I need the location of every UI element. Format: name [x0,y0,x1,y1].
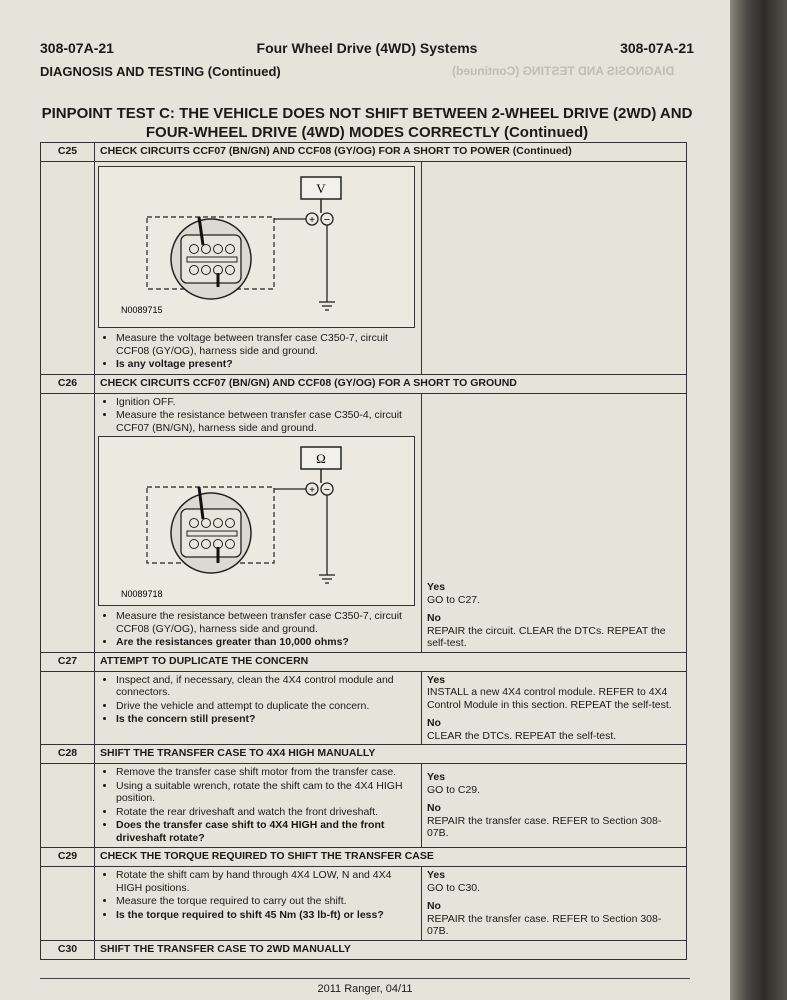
bleed-through-text: DIAGNOSIS AND TESTING (Continued) [452,64,675,78]
question: • Does the transfer case shift to 4X4 HIGH and the front driveshaft rotate? [116,819,416,844]
footer-rule [40,978,690,979]
section-code-right: 308-07A-21 [620,40,694,56]
step-c29-header [41,848,687,867]
step-heading: SHIFT THE TRANSFER CASE TO 4X4 HIGH MANUALLY [94,745,686,764]
step-c28-body [41,764,687,848]
yes-label: Yes [426,869,446,881]
instruction: • Measure the resistance between transfer case C350-4, circuit CCF07 (BN/GN), harness side and ground. [116,409,416,434]
meter-label: V [316,181,326,196]
step-id: C26 [41,374,95,393]
no-result [427,717,681,742]
step-id: C25 [41,143,95,162]
no-label: No [426,900,441,912]
title-line-1: PINPOINT TEST C: THE VEHICLE DOES NOT SHIFT BETWEEN 2-WHEEL DRIVE (2WD) AND [41,105,693,122]
instruction-list [100,610,416,649]
step-id: C28 [41,745,95,764]
instruction: • Measure the voltage between transfer case C350-7, circuit CCF08 (GY/OG), harness side and ground. [116,332,416,357]
connector-diagram-c26 [99,437,414,605]
yes-result [427,674,681,712]
instruction: • Using a suitable wrench, rotate the shift cam to the 4X4 HIGH position. [116,780,416,805]
instruction: • Drive the vehicle and attempt to duplicate the concern. [116,700,416,713]
result-column [421,393,686,652]
step-c26-body [41,393,687,652]
connector-diagram-c25 [99,167,414,327]
instruction: • Ignition OFF. [116,396,416,409]
svg-text:−: − [323,484,331,496]
instruction: • Measure the resistance between transfer case C350-7, circuit CCF08 (GY/OG), harness side and ground. [116,610,416,635]
result-column [421,764,686,848]
question: • Is any voltage present? [116,358,416,371]
step-c26-header [41,374,687,393]
svg-text:+: + [309,215,315,226]
instruction: • Rotate the shift cam by hand through 4X4 LOW, N and 4X4 HIGH positions. [116,869,416,894]
instruction: • Inspect and, if necessary, clean the 4X4 control module and connectors. [116,674,416,699]
step-c25-body [41,162,687,375]
ohmmeter-diagram [98,436,415,606]
section-title: Four Wheel Drive (4WD) Systems [256,40,478,56]
figure-id: N0089715 [120,305,163,315]
yes-result [427,771,681,796]
step-heading: ATTEMPT TO DUPLICATE THE CONCERN [94,652,686,671]
result-column-empty [421,162,686,375]
step-c29-body [41,867,687,941]
no-label: No [426,802,441,815]
title-line-2: FOUR-WHEEL DRIVE (4WD) MODES CORRECTLY (Continued) [145,124,589,141]
no-action: CLEAR the DTCs. REPEAT the self-test. [426,729,617,742]
step-heading: CHECK CIRCUITS CCF07 (BN/GN) AND CCF08 (GY/OG) FOR A SHORT TO POWER (Continued) [94,143,686,162]
step-c28-header [41,745,687,764]
result-column [421,671,686,745]
pinpoint-table [40,142,687,960]
step-c30-header [41,940,687,959]
yes-action: GO to C29. [426,783,481,796]
instruction-list [100,869,416,921]
footer: 2011 Ranger, 04/11 [317,983,413,995]
instruction-list [100,332,416,371]
step-c27-body [41,671,687,745]
yes-result [427,869,681,894]
question: • Are the resistances greater than 10,000 ohms? [116,636,416,649]
section-code-left: 308-07A-21 [40,40,114,56]
page-header [40,40,694,60]
question: • Is the concern still present? [116,713,416,726]
instruction-list [100,396,416,435]
step-c27-header [41,652,687,671]
book-binding-edge [730,0,787,1000]
step-id: C30 [41,940,95,959]
yes-action: GO to C27. [426,593,481,606]
svg-text:−: − [323,214,331,226]
yes-label: Yes [426,673,446,686]
step-heading: SHIFT THE TRANSFER CASE TO 2WD MANUALLY [94,940,686,959]
no-label: No [426,612,441,624]
figure-id: N0089718 [120,589,163,599]
result-column [421,867,686,941]
yes-label: Yes [426,771,446,784]
no-action: REPAIR the transfer case. REFER to Section 308-07B. [426,814,662,840]
step-heading: CHECK CIRCUITS CCF07 (BN/GN) AND CCF08 (GY/OG) FOR A SHORT TO GROUND [94,374,686,393]
no-result [427,612,681,650]
no-action: REPAIR the circuit. CLEAR the DTCs. REPEAT the self-test. [426,624,666,649]
no-action: REPAIR the transfer case. REFER to Section 308-07B. [426,912,662,937]
instruction: • Remove the transfer case shift motor from the transfer case. [116,766,416,779]
step-id: C27 [41,652,95,671]
question: • Is the torque required to shift 45 Nm (33 lb-ft) or less? [116,909,416,922]
step-id: C29 [41,848,95,867]
no-result [427,900,681,938]
pinpoint-title [40,104,694,142]
no-label: No [426,717,441,729]
instruction-list [100,674,416,726]
svg-text:+: + [309,485,315,496]
yes-result [427,581,681,606]
yes-action: GO to C30. [426,881,481,894]
voltmeter-diagram [98,166,415,328]
instruction: • Rotate the rear driveshaft and watch the front driveshaft. [116,806,416,819]
instruction: • Measure the torque required to carry out the shift. [116,895,416,908]
yes-action: INSTALL a new 4X4 control module. REFER to 4X4 Control Module in this section. REPEAT the self-test. [426,686,672,711]
yes-label: Yes [426,581,446,593]
subheading: DIAGNOSIS AND TESTING (Continued) [40,64,281,79]
instruction-list [100,766,416,844]
no-result [427,802,681,840]
step-c25-header [41,143,687,162]
step-heading: CHECK THE TORQUE REQUIRED TO SHIFT THE TRANSFER CASE [94,848,686,867]
meter-label: Ω [316,451,326,466]
